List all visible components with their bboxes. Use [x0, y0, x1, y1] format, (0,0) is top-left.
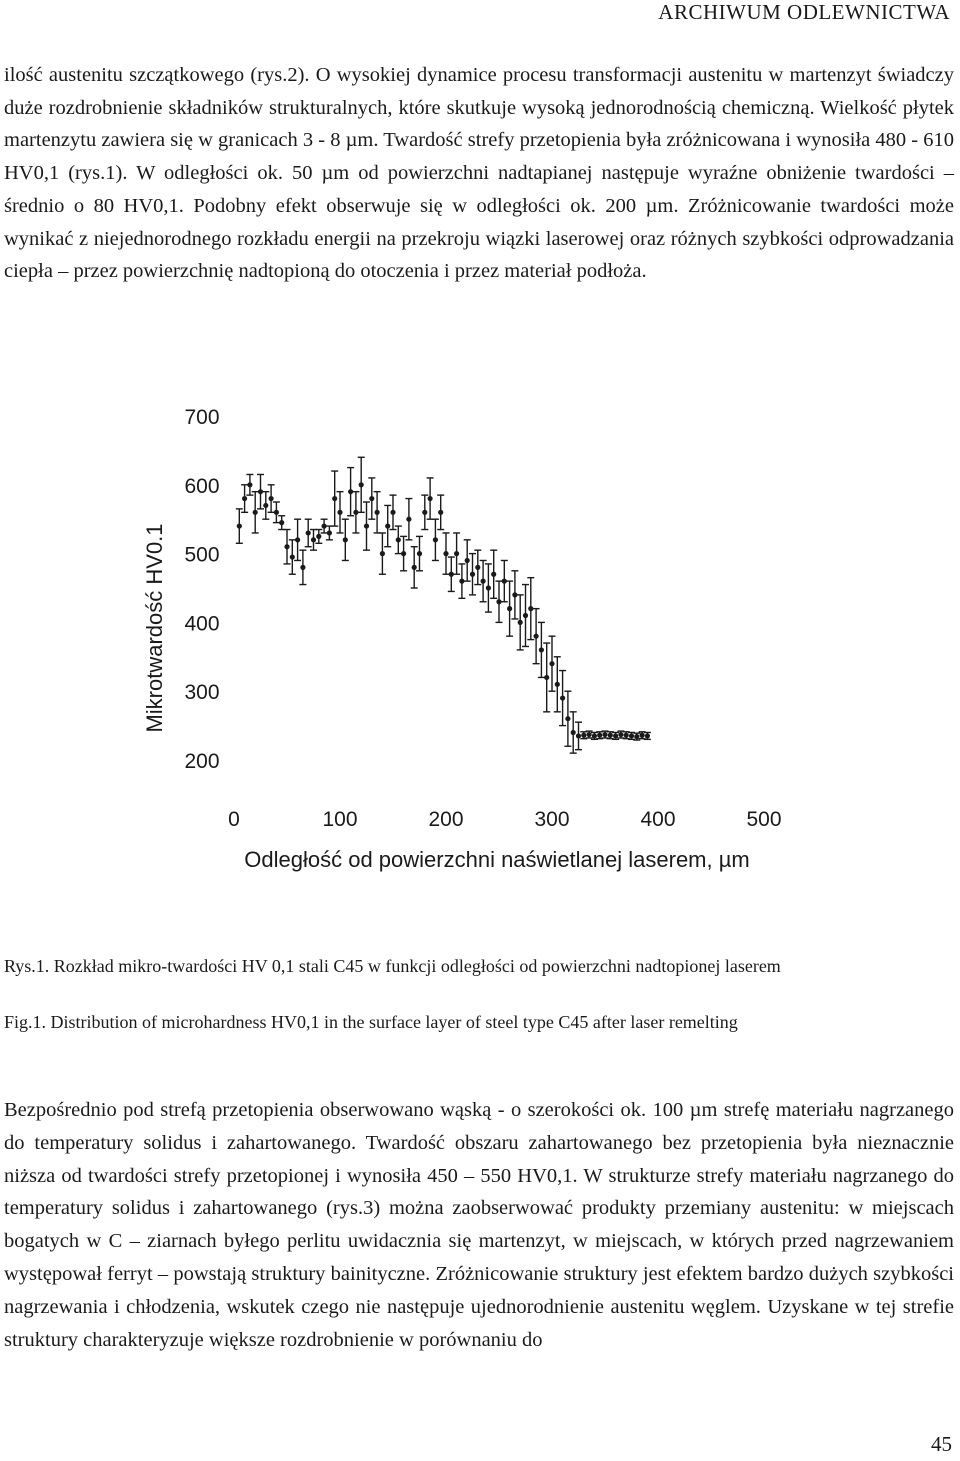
point-marker [337, 510, 342, 515]
point-marker [565, 716, 570, 721]
data-point [284, 530, 291, 564]
point-marker [332, 496, 337, 501]
data-point [453, 533, 460, 574]
data-point [315, 530, 322, 544]
data-point [252, 492, 259, 533]
data-point [342, 519, 349, 560]
data-point [533, 609, 540, 664]
point-marker [544, 675, 549, 680]
data-point [374, 492, 381, 533]
data-point [443, 533, 450, 574]
data-point [305, 519, 312, 547]
data-point [273, 502, 280, 523]
data-point [564, 691, 571, 746]
y-tick-label: 400 [184, 612, 220, 636]
data-point [326, 526, 333, 540]
data-point [506, 581, 513, 636]
data-point [474, 550, 481, 584]
point-marker [263, 503, 268, 508]
point-marker [412, 565, 417, 570]
data-point [522, 585, 529, 647]
point-marker [253, 510, 258, 515]
data-point [262, 492, 269, 520]
point-marker [247, 482, 252, 487]
point-marker [269, 496, 274, 501]
x-tick-label: 500 [746, 808, 782, 831]
data-point [331, 471, 338, 526]
point-marker [359, 482, 364, 487]
x-axis-label: Odległość od powierzchni naświetlanej laserem, µm [244, 847, 750, 872]
point-marker [475, 565, 480, 570]
point-marker [300, 565, 305, 570]
data-point [236, 509, 243, 543]
figure-caption-en [4, 1010, 954, 1035]
data-point [427, 478, 434, 519]
page-number: 45 [931, 1432, 952, 1456]
point-marker [295, 537, 300, 542]
data-point [437, 495, 444, 529]
data-point [294, 519, 301, 560]
data-point [384, 505, 391, 546]
data-point [289, 540, 296, 574]
point-marker [385, 523, 390, 528]
point-marker [454, 551, 459, 556]
data-point [432, 519, 439, 560]
point-marker [618, 732, 623, 737]
point-marker [571, 730, 576, 735]
data-point [416, 536, 423, 570]
data-point [538, 622, 545, 677]
point-marker [523, 613, 528, 618]
data-point [464, 540, 471, 581]
point-marker [401, 551, 406, 556]
figure-caption-en-text: Fig.1. Distribution of microhardness HV0,1 in the surface layer of steel type C45 after laser remelting [4, 1012, 738, 1032]
data-point [485, 564, 492, 612]
point-marker [316, 534, 321, 539]
data-point [517, 595, 524, 650]
point-marker [486, 585, 491, 590]
data-point [411, 547, 418, 588]
point-marker [539, 647, 544, 652]
y-axis-ticks [184, 406, 219, 773]
point-marker [422, 510, 427, 515]
x-tick-label: 300 [534, 808, 570, 831]
point-marker [369, 496, 374, 501]
point-marker [518, 620, 523, 625]
point-marker [279, 520, 284, 525]
point-marker [576, 733, 581, 738]
point-marker [443, 551, 448, 556]
point-marker [602, 732, 607, 737]
data-point [469, 554, 476, 595]
point-marker [629, 733, 634, 738]
data-point [559, 671, 566, 726]
point-marker [555, 682, 560, 687]
y-axis-label: Mikrotwardość HV0.1 [142, 523, 167, 733]
point-marker [534, 634, 539, 639]
data-point [278, 516, 285, 530]
x-tick-label: 400 [640, 808, 676, 831]
y-tick-label: 600 [184, 474, 220, 498]
point-marker [465, 558, 470, 563]
data-point [363, 502, 370, 550]
figure-caption-pl-text: Rys.1. Rozkład mikro-twardości HV 0,1 stali C45 w funkcji odległości od powierzchni nadtopionej laserem [4, 956, 781, 976]
point-marker [417, 551, 422, 556]
data-points [236, 457, 651, 753]
data-point [379, 533, 386, 574]
point-marker [581, 733, 586, 738]
x-axis-ticks [228, 808, 781, 831]
point-marker [645, 733, 650, 738]
data-point [490, 550, 497, 598]
point-marker [491, 572, 496, 577]
point-marker [306, 530, 311, 535]
data-point [575, 722, 582, 750]
data-point [400, 536, 407, 570]
y-tick-label: 200 [184, 750, 220, 773]
x-tick-label: 0 [228, 808, 240, 831]
point-marker [284, 544, 289, 549]
point-marker [343, 537, 348, 542]
data-point [268, 485, 275, 513]
point-marker [592, 733, 597, 738]
data-point [405, 499, 412, 540]
y-tick-label: 300 [184, 681, 220, 705]
data-point [358, 457, 365, 512]
y-tick-label: 700 [184, 406, 220, 429]
data-point [543, 643, 550, 712]
data-point [554, 657, 561, 712]
data-point [480, 560, 487, 601]
figure-caption-pl [4, 954, 954, 979]
point-marker [507, 606, 512, 611]
point-marker [624, 733, 629, 738]
point-marker [274, 510, 279, 515]
point-marker [375, 510, 380, 515]
point-marker [560, 695, 565, 700]
point-marker [406, 517, 411, 522]
point-marker [481, 579, 486, 584]
point-marker [433, 537, 438, 542]
point-marker [237, 523, 242, 528]
point-marker [311, 537, 316, 542]
point-marker [470, 572, 475, 577]
point-marker [428, 496, 433, 501]
body-paragraph-1: ilość austenitu szczątkowego (rys.2). O wysokiej dynamice procesu transformacji austenitu w martenzyt świadczy duże rozdrobnienie składników strukturalnych, które skutkuje wysoką jednorodnością chemiczną. Wielkość płytek martenzytu zawiera się w granicach 3 - 8 µm. Twardość strefy przetopienia była zróżnicowana i wynosiła 480 - 610 HV0,1 (rys.1). W odległości ok. 50 µm od powierzchni nadtapianej następuje wyraźne obniżenie twardości – średnio o 80 HV0,1. Podobny efekt obserwuje się w odległości ok. 200 µm. Zróżnicowanie twardości może wynikać z niejednorodnego rozkładu energii na przekroju wiązki laserowej oraz różnych szybkości odprowadzania ciepła – przez powierzchnię nadtopioną do otoczenia i przez materiał podłoża. [4, 64, 954, 283]
x-tick-label: 200 [428, 808, 464, 831]
point-marker [640, 733, 645, 738]
data-point [368, 478, 375, 519]
data-point [299, 550, 306, 584]
point-marker [597, 733, 602, 738]
microhardness-chart [0, 380, 960, 900]
point-marker [549, 661, 554, 666]
data-point [421, 495, 428, 529]
point-marker [327, 530, 332, 535]
point-marker [396, 537, 401, 542]
point-marker [364, 523, 369, 528]
point-marker [390, 510, 395, 515]
point-marker [438, 510, 443, 515]
point-marker [608, 733, 613, 738]
point-marker [290, 554, 295, 559]
point-marker [380, 551, 385, 556]
body-paragraph-2: Bezpośrednio pod strefą przetopienia obserwowano wąską - o szerokości ok. 100 µm strefę materiału nagrzanego do temperatury solidus i zahartowanego. Twardość obszaru zahartowanego bez przetopienia była nieznacznie niższa od twardości strefy przetopionej i wynosiła 450 – 550 HV0,1. W strukturze strefy materiału nagrzanego do temperatury solidus i zahartowanego (rys.3) można zaobserwować produkty przemiany austenitu: w miejscach bogatych w C – ziarnach byłego perlitu uwidacznia się martenzyt, w miejscach, w których przed nagrzewaniem występował ferryt – powstają struktury bainityczne. Zróżnicowanie struktury jest efektem bardzo dużych szybkości nagrzewania i chłodzenia, wskutek czego nie następuje ujednorodnienie austenitu węglem. Uzyskane w tej strefie struktury charakteryzuje większe rozdrobnienie w porównaniu do [4, 1099, 954, 1351]
journal-header: ARCHIWUM ODLEWNICTWA [658, 0, 950, 24]
data-point [549, 636, 556, 691]
data-point [390, 495, 397, 529]
x-tick-label: 100 [322, 808, 358, 831]
y-tick-label: 500 [184, 543, 220, 567]
point-marker [242, 496, 247, 501]
